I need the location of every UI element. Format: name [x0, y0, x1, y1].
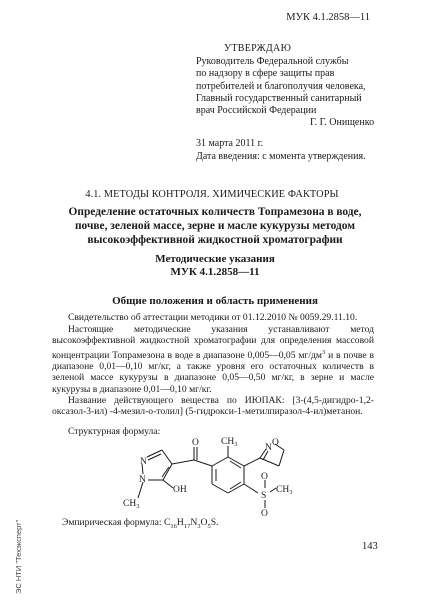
scope-text-b: и в почве в диапазоне 0,01—0,10 мг/кг, а также уровня его остаточных количеств в зеленой массе кукурузы в диапазоне 0,05—0,50 мг/кг, в зерне и масле кукурузы в диапазоне 0,01—0,10 мг/кг.	[52, 349, 375, 395]
atom-ch3-s	[276, 485, 292, 496]
side-stamp-text: ЭС НТИ "Техэксперт"	[14, 519, 23, 594]
approval-caption: УТВЕРЖДАЮ	[224, 43, 292, 54]
atom-ch3-top	[221, 437, 237, 448]
formula-n: N	[190, 517, 198, 528]
approval-line: врач Российской Федерации	[196, 105, 317, 117]
general-heading: Общие положения и область применения	[112, 295, 318, 307]
guide-code: МУК 4.1.2858—11	[170, 266, 260, 278]
guide-kind: Методические указания	[155, 253, 275, 265]
structure-label: Структурная формула:	[68, 426, 161, 437]
approval-effective-date: Дата введения: с момента утверждения.	[196, 150, 366, 162]
approval-line: Главный государственный санитарный	[196, 92, 362, 104]
scope-sup: 3	[321, 348, 326, 356]
guide-block	[40, 253, 390, 279]
formula-s: S.	[210, 517, 219, 528]
approval-signatory: Г. Г. Онищенко	[310, 117, 375, 129]
formula-n-count: 3	[197, 522, 201, 530]
formula-o-count: 5	[207, 522, 211, 530]
certificate-paragraph	[52, 312, 374, 323]
atom-ch3	[123, 499, 139, 510]
approval-date: 31 марта 2011 г.	[196, 138, 264, 150]
atom-n1: N	[140, 457, 147, 467]
scope-paragraph	[52, 324, 374, 395]
page-number: 143	[362, 541, 378, 552]
atom-s: S	[261, 491, 267, 501]
approval-line: потребителей и благополучия человека,	[196, 80, 366, 92]
approval-line: по надзору в сфере защиты прав	[196, 68, 335, 80]
formula-o: O	[200, 517, 208, 528]
title-line: высокоэффективной жидкостной хроматографии	[87, 234, 343, 246]
iupac-paragraph	[52, 395, 374, 418]
formula-c: C	[164, 517, 171, 528]
empirical-formula	[62, 517, 218, 530]
atom-ch3-top-sub: 3	[234, 441, 238, 448]
approval-block	[196, 43, 386, 163]
atom-n2: N	[139, 475, 146, 485]
atom-o-s2: O	[261, 509, 268, 516]
atom-ch3-s-main: CH	[276, 485, 290, 495]
side-stamp	[2, 470, 22, 595]
scope-text-a: Настоящие методические указания устанавливают метод высокоэффективной жидкостной хроматографии для определения массовой концентрации Топрамезона в воде в диапазоне 0,005—0,05 мг/дм	[52, 324, 374, 361]
formula-c-count: 16	[170, 522, 177, 530]
atom-ch3-main: CH	[123, 499, 137, 509]
scope-text	[52, 324, 374, 395]
title-line: Определение остаточных количеств Топрамезона в воде,	[68, 206, 362, 218]
iupac-text: Название действующего вещества по ИЮПАК: [3-(4,5-дигидро-1,2-оксазол-3-ил) -4-мезил-о-толил] (5-гидрокси-1-метилпиразол-4-ил)метанон.	[52, 395, 374, 418]
document-code-header: МУК 4.1.2858—11	[286, 12, 370, 23]
structural-formula	[118, 436, 358, 516]
atom-o-iso: O	[272, 438, 279, 448]
formula-h: H	[176, 517, 184, 528]
formula-h-count: 17	[183, 522, 191, 530]
atom-oh: OH	[173, 485, 187, 495]
atom-ch3-s-sub: 3	[289, 489, 293, 496]
atom-ch3-top-main: CH	[221, 437, 235, 447]
atom-o-s1: O	[261, 472, 268, 482]
approval-line: Руководитель Федеральной службы	[196, 56, 349, 68]
atom-o-keto: O	[192, 438, 199, 448]
title-line: почве, зеленой массе, зерне и масле кукурузы методом	[74, 220, 355, 232]
atom-ch3-sub: 3	[136, 503, 140, 510]
formula-label: Эмпирическая формула:	[62, 517, 164, 528]
section-heading: 4.1. МЕТОДЫ КОНТРОЛЯ. ХИМИЧЕСКИЕ ФАКТОРЫ	[85, 189, 339, 200]
certificate-text: Свидетельство об аттестации методики от 01.12.2010 № 0059.29.11.10.	[68, 312, 358, 323]
document-title	[40, 205, 390, 247]
atom-n-iso: N	[265, 443, 272, 453]
